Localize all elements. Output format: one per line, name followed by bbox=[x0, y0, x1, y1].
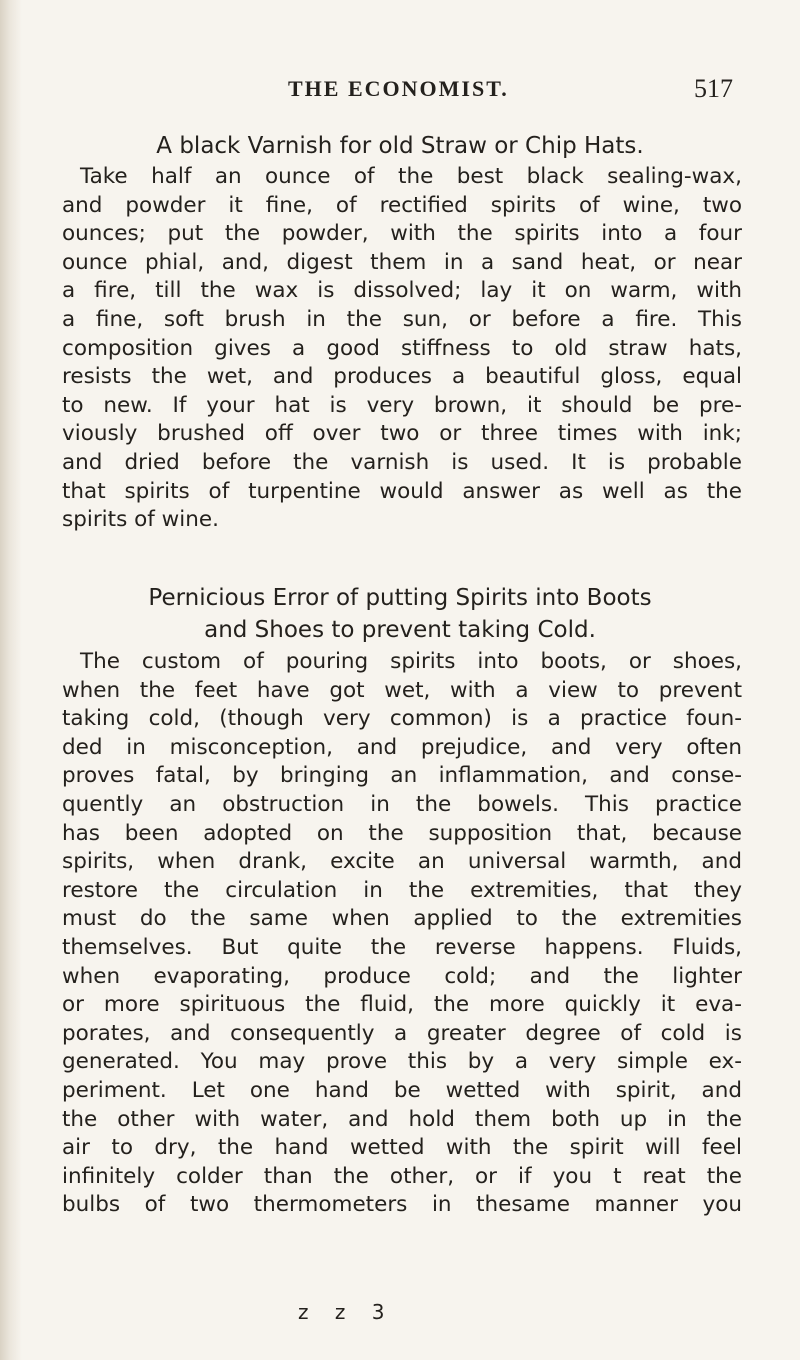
text-line: quently an obstruction in the bowels. This practice bbox=[62, 791, 742, 817]
text-line: The custom of pouring spirits into boots, or shoes, bbox=[80, 649, 742, 674]
text-line: porates, and consequently a greater degree of cold is bbox=[62, 1020, 742, 1046]
text-line: spirits, when drank, excite an universal warmth, and bbox=[62, 849, 742, 875]
text-line: that spirits of turpentine would answer as well as the bbox=[62, 478, 742, 504]
text-line: bulbs of two thermometers in thesame manner you bbox=[62, 1192, 742, 1218]
signature-mark: z z 3 bbox=[298, 1300, 395, 1324]
text-line: viously brushed off over two or three times with ink; bbox=[62, 421, 742, 447]
text-line: composition gives a good stiffness to old straw hats, bbox=[62, 335, 742, 361]
text-line: ounces; put the powder, with the spirits into a four bbox=[62, 221, 742, 247]
page-gutter bbox=[0, 0, 22, 1360]
section-1-heading: A black Varnish for old Straw or Chip Hats. bbox=[156, 133, 644, 159]
text-line: a fine, soft brush in the sun, or before a fire. This bbox=[62, 306, 742, 332]
text-line: or more spirituous the fluid, the more quickly it eva- bbox=[62, 992, 742, 1018]
text-line: Take half an ounce of the best black sealing-wax, bbox=[80, 164, 742, 189]
text-line: and dried before the varnish is used. It is probable bbox=[62, 449, 742, 475]
running-head: THE ECONOMIST. bbox=[288, 76, 509, 101]
text-line: generated. You may prove this by a very simple ex- bbox=[62, 1049, 742, 1075]
text-line: and powder it fine, of rectified spirits of wine, two bbox=[62, 192, 742, 218]
text-line: periment. Let one hand be wetted with spirit, and bbox=[62, 1077, 742, 1103]
text-line: the other with water, and hold them both up in the bbox=[62, 1106, 742, 1132]
text-line: must do the same when applied to the extremities bbox=[62, 906, 742, 932]
text-line: when evaporating, produce cold; and the lighter bbox=[62, 963, 742, 989]
text-line: to new. If your hat is very brown, it should be pre- bbox=[62, 392, 742, 418]
text-line: when the feet have got wet, with a view to prevent bbox=[62, 677, 742, 703]
text-line: themselves. But quite the reverse happens. Fluids, bbox=[62, 934, 742, 960]
text-line: taking cold, (though very common) is a practice foun- bbox=[62, 706, 742, 732]
text-line: has been adopted on the supposition that, because bbox=[62, 820, 742, 846]
page-number: 517 bbox=[694, 74, 733, 103]
section-2-heading-line: and Shoes to prevent taking Cold. bbox=[204, 617, 596, 643]
section-2-heading-line: Pernicious Error of putting Spirits into Boots bbox=[148, 585, 652, 611]
text-line: a fire, till the wax is dissolved; lay it on warm, with bbox=[62, 278, 742, 304]
text-line: proves fatal, by bringing an inflammation, and conse- bbox=[62, 763, 742, 789]
text-line: air to dry, the hand wetted with the spirit will feel bbox=[62, 1135, 742, 1161]
text-line: spirits of wine. bbox=[62, 507, 219, 533]
text-line: restore the circulation in the extremities, that they bbox=[62, 877, 742, 903]
text-line: ded in misconception, and prejudice, and very often bbox=[62, 734, 742, 760]
text-line: ounce phial, and, digest them in a sand heat, or near bbox=[62, 249, 742, 275]
page-header bbox=[0, 70, 800, 110]
section-2-heading bbox=[60, 582, 740, 646]
section-1-body bbox=[62, 163, 742, 535]
text-line: resists the wet, and produces a beautiful gloss, equal bbox=[62, 364, 742, 390]
section-2-body bbox=[62, 648, 742, 1220]
text-line: infinitely colder than the other, or if you t reat the bbox=[62, 1163, 742, 1189]
